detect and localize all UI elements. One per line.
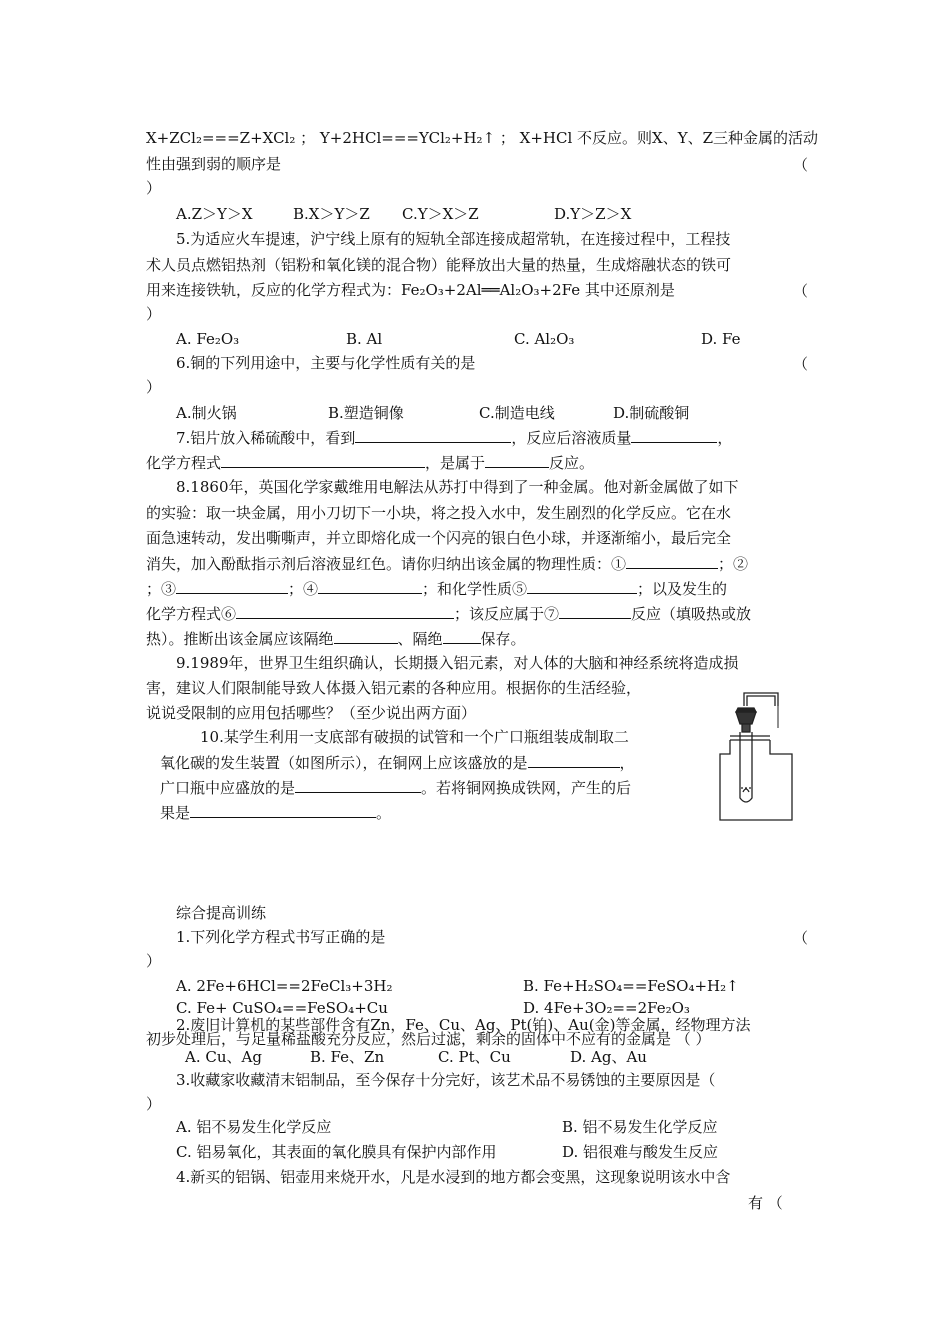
q8-text-4a: 消失，加入酚酞指示剂后溶液显红色。请你归纳出该金属的物理性质：①: [146, 555, 627, 573]
q6-answer-paren-close: ）: [146, 378, 162, 396]
q4-option-d: D.Y＞Z＞X: [554, 205, 632, 223]
q8-line-2: 的实验：取一块金属，用小刀切下一小块，将之投入水中，发生剧烈的化学反应。它在水: [146, 504, 732, 522]
q5-option-b: B. Al: [346, 330, 383, 348]
q4-answer-paren-open: （: [793, 156, 809, 174]
q7-blank-observation[interactable]: [355, 427, 511, 443]
q8-text-7a: 热）。推断出该金属应该隔绝: [146, 630, 334, 648]
q8-blank-3[interactable]: [176, 578, 288, 594]
q4-option-a: A.Z＞Y＞X: [176, 205, 253, 223]
q10-blank-bottle[interactable]: [295, 777, 421, 793]
q8-blank-7[interactable]: [559, 603, 631, 619]
q7-text-2: ，反应后溶液质量: [511, 429, 632, 447]
q8-text-5a: ；③: [146, 580, 177, 598]
q7-text-6: 反应。: [549, 454, 595, 472]
q8-text-6a: 化学方程式⑥: [146, 605, 237, 623]
q8-line-4: [146, 553, 806, 575]
s2-option-a: A. Cu、Ag: [185, 1048, 262, 1066]
q5-line-2: 术人员点燃铝热剂（铝粉和氧化镁的混合物）能释放出大量的热量，生成熔融状态的铁可: [146, 256, 732, 274]
q8-blank-6[interactable]: [236, 603, 454, 619]
q7-text-3: ，: [717, 429, 733, 447]
section-title: 综合提高训练: [176, 904, 267, 922]
q10-line-2: [160, 752, 700, 774]
q7-text-1: 7.铝片放入稀硫酸中，看到: [176, 429, 356, 447]
q5-option-c: C. Al₂O₃: [514, 330, 575, 348]
s1-answer-paren-close: ）: [146, 952, 162, 970]
s2-option-d: D. Ag、Au: [570, 1048, 647, 1066]
q8-blank-5[interactable]: [527, 578, 637, 594]
q8-text-4b: ；②: [718, 555, 749, 573]
q6-line-1: 6.铜的下列用途中，主要与化学性质有关的是: [176, 354, 476, 372]
q7-blank-solution-mass[interactable]: [631, 427, 717, 443]
s3-line-1: 3.收藏家收藏清末铝制品，至今保存十分完好，该艺术品不易锈蚀的主要原因是（: [176, 1071, 716, 1089]
s2-option-b: B. Fe、Zn: [310, 1048, 385, 1066]
q8-line-5: [146, 578, 806, 600]
q8-blank-isolate-1[interactable]: [334, 628, 398, 644]
q5-answer-paren-close: ）: [146, 305, 162, 323]
q6-answer-paren-open: （: [793, 355, 809, 373]
q4-line-2: [146, 154, 809, 176]
s3-option-a: A. 铝不易发生化学反应: [176, 1118, 332, 1136]
q7-blank-equation[interactable]: [221, 452, 425, 468]
q7-line-2: [146, 452, 806, 474]
q10-line-1: 10.某学生利用一支底部有破损的试管和一个广口瓶组装成制取二: [200, 728, 629, 746]
q6-option-c: C.制造电线: [479, 404, 555, 422]
q10-text-2b: ，: [619, 754, 635, 772]
q8-line-3: 面急速转动，发出嘶嘶声，并立即熔化成一个闪亮的银白色小球，并逐渐缩小，最后完全: [146, 529, 732, 547]
q8-text-6b: ；该反应属于⑦: [454, 605, 560, 623]
q5-answer-paren-open: （: [793, 282, 809, 300]
s3-option-b: B. 铝不易发生化学反应: [562, 1118, 718, 1136]
s4-line-1: 4.新买的铝锅、铝壶用来烧开水，凡是水浸到的地方都会变黑，这现象说明该水中含: [176, 1168, 731, 1186]
s1-option-a: A. 2Fe+6HCl==2FeCl₃+3H₂: [176, 977, 393, 995]
q7-text-5: ，是属于: [425, 454, 486, 472]
q10-text-3b: 。若将铜网换成铁网，产生的后: [421, 779, 632, 797]
co2-generator-apparatus-figure: [700, 688, 810, 823]
s1-option-c: C. Fe+ CuSO₄==FeSO₄+Cu: [176, 999, 388, 1017]
q6-option-b: B.塑造铜像: [328, 404, 404, 422]
q10-text-4a: 果是: [160, 804, 191, 822]
q7-text-4: 化学方程式: [146, 454, 222, 472]
q8-text-6c: 反应（填吸热或放: [631, 605, 752, 623]
q8-line-7: [146, 628, 806, 650]
q4-option-c: C.Y＞X＞Z: [402, 205, 479, 223]
q9-line-3: 说说受限制的应用包括哪些？（至少说出两方面）: [146, 704, 477, 722]
q4-answer-paren-close: ）: [146, 179, 162, 197]
s2-option-c: C. Pt、Cu: [438, 1048, 511, 1066]
q8-line-6: [146, 603, 806, 625]
q10-text-2a: 氧化碳的发生装置（如图所示），在铜网上应该盛放的是: [160, 754, 528, 772]
q10-text-3a: 广口瓶中应盛放的是: [160, 779, 296, 797]
s4-line-2: 有 （: [748, 1194, 783, 1212]
q10-text-4b: 。: [376, 804, 392, 822]
q5-option-a: A. Fe₂O₃: [176, 330, 240, 348]
q8-text-5c: ；和化学性质⑤: [422, 580, 528, 598]
q4-line-1: X+ZCl₂===Z+XCl₂ ； Y+2HCl===YCl₂+H₂↑ ； X+HCl 不反应。则X、Y、Z三种金属的活动: [146, 129, 819, 147]
q10-line-4: [160, 802, 700, 824]
q7-blank-reaction-type[interactable]: [485, 452, 549, 468]
q5-line-3: 用来连接铁轨，反应的化学方程式为：Fe₂O₃+2Al══Al₂O₃+2Fe 其中还原剂是: [146, 281, 675, 299]
q8-text-5b: ；④: [288, 580, 319, 598]
q10-blank-consequence[interactable]: [190, 802, 376, 818]
q4-option-b: B.X＞Y＞Z: [293, 205, 370, 223]
q5-option-d: D. Fe: [701, 330, 741, 348]
q10-line-3: [160, 777, 700, 799]
q8-text-7c: 保存。: [480, 630, 526, 648]
q10-blank-copper-mesh[interactable]: [528, 752, 620, 768]
s2-line-1: 2.废旧计算机的某些部件含有Zn，Fe、Cu、Ag、Pt(铂)、Au(金)等金属，经物理方法: [176, 1016, 751, 1034]
s2-line-2: 初步处理后，与足量稀盐酸充分反应，然后过滤，剩余的固体中不应有的金属是 （ ）: [146, 1030, 711, 1048]
s3-option-c: C. 铝易氧化，其表面的氧化膜具有保护内部作用: [176, 1143, 497, 1161]
q6-option-a: A.制火锅: [176, 404, 237, 422]
s1-option-d: D. 4Fe+3O₂==2Fe₂O₃: [523, 999, 690, 1017]
q8-text-7b: 、隔绝: [397, 630, 443, 648]
q9-line-1: 9.1989年，世界卫生组织确认，长期摄入铝元素，对人体的大脑和神经系统将造成损: [176, 654, 739, 672]
q6-option-d: D.制硫酸铜: [613, 404, 690, 422]
q4-stem: 性由强到弱的顺序是: [146, 155, 282, 173]
q8-blank-4[interactable]: [318, 578, 422, 594]
q7-line-1: [176, 427, 836, 449]
q8-blank-1[interactable]: [626, 553, 718, 569]
s1-option-b: B. Fe+H₂SO₄==FeSO₄+H₂↑: [523, 977, 739, 995]
q8-line-1: 8.1860年，英国化学家戴维用电解法从苏打中得到了一种金属。他对新金属做了如下: [176, 478, 739, 496]
s3-answer-paren-close: ）: [146, 1095, 162, 1113]
q9-line-2: 害，建议人们限制能导致人体摄入铝元素的各种应用。根据你的生活经验，: [146, 679, 642, 697]
q8-blank-isolate-2[interactable]: [443, 628, 481, 644]
s1-line-1: 1.下列化学方程式书写正确的是: [176, 928, 386, 946]
q8-text-5d: ；以及发生的: [637, 580, 728, 598]
q5-line-1: 5.为适应火车提速，沪宁线上原有的短轨全部连接成超常轨，在连接过程中，工程技: [176, 230, 731, 248]
s1-answer-paren-open: （: [793, 929, 809, 947]
s3-option-d: D. 铝很难与酸发生反应: [562, 1143, 719, 1161]
